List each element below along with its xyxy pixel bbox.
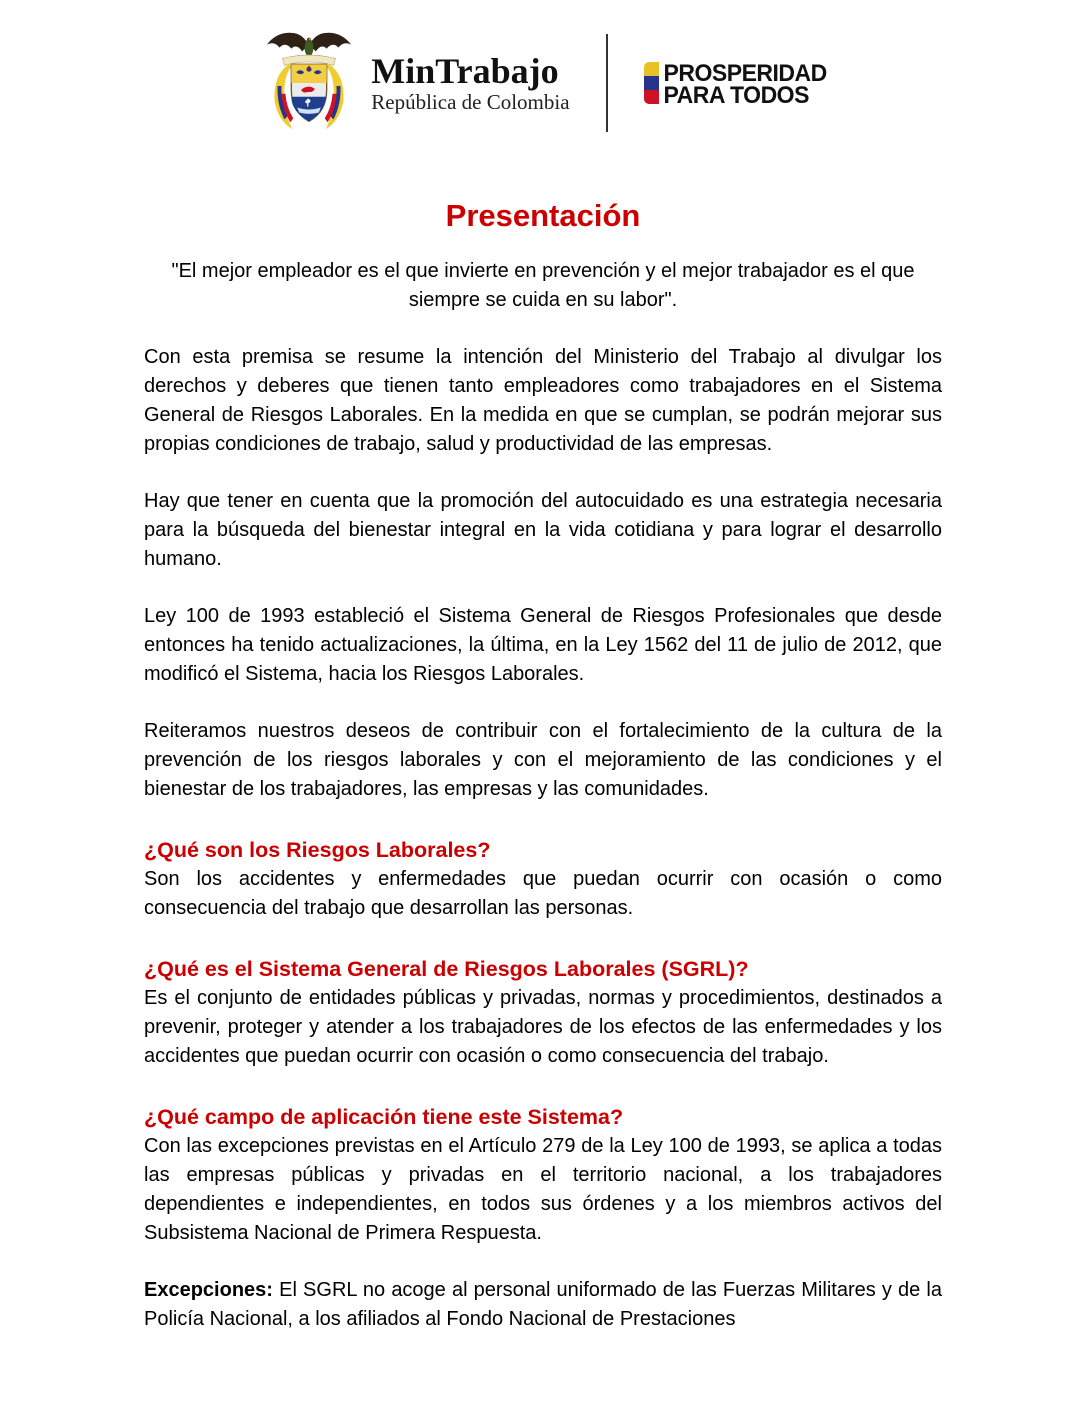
colombia-flag-bar-icon [644,62,659,104]
excepciones-label: Excepciones: [144,1279,273,1301]
paragraph-excepciones [144,1276,942,1334]
flag-blue-stripe [644,76,659,90]
prosperidad-logo [644,58,827,108]
document-content [0,198,1088,1334]
ministry-wordmark [371,52,603,114]
brand-line-1: PROSPERIDAD [663,58,827,86]
section-riesgos-laborales [144,836,942,923]
header-divider [606,34,608,132]
section-sgrl [144,955,942,1071]
paragraph-reiteramos: Reiteramos nuestros deseos de contribuir con el fortalecimiento de la cultura de la prevención de los riesgos laborales y con el mejoramiento de las condiciones y el bienestar de los trabajadores, las empresas y las comunidades. [144,720,942,800]
opening-quote: "El mejor empleador es el que invierte en prevención y el mejor trabajador es el que siempre se cuida en su labor". [171,260,915,311]
brand-line-2: PARA TODOS [663,79,809,108]
section-body: Con las excepciones previstas en el Artículo 279 de la Ley 100 de 1993, se aplica a todas las empresas públicas y privadas en el territorio nacional, a los trabajadores dependientes e independientes, en todos sus órdenes y a los miembros activos del Subsistema Nacional de Primera Respuesta. [144,1135,942,1244]
paragraph-ley100: Ley 100 de 1993 estableció el Sistema General de Riesgos Profesionales que desde entonces ha tenido actualizaciones, la última, en la Ley 1562 del 11 de julio de 2012, que modificó el Sistema, hacia los Riesgos Laborales. [144,605,942,685]
letterhead [0,0,1088,142]
section-heading: ¿Qué campo de aplicación tiene este Sistema? [144,1105,624,1129]
excepciones-text: El SGRL no acoge al personal uniformado de las Fuerzas Militares y de la Policía Nacional, a los afiliados al Fondo Nacional de Prestaciones [144,1279,942,1330]
flag-yellow-stripe [644,62,659,76]
mintrabajo-logo [261,29,603,137]
section-body: Son los accidentes y enfermedades que puedan ocurrir con ocasión o como consecuencia del trabajo que desarrollan las personas. [144,868,942,919]
prosperidad-wordmark [663,58,827,108]
flag-red-stripe [644,90,659,104]
colombia-coat-of-arms-icon [261,29,357,137]
section-heading: ¿Qué es el Sistema General de Riesgos Laborales (SGRL)? [144,957,749,981]
section-campo-aplicacion [144,1103,942,1248]
paragraph-autocuidado: Hay que tener en cuenta que la promoción del autocuidado es una estrategia necesaria para la búsqueda del bienestar integral en la vida cotidiana y para lograr el desarrollo humano. [144,490,942,570]
ministry-name: MinTrabajo [371,51,559,91]
section-body: Es el conjunto de entidades públicas y privadas, normas y procedimientos, destinados a prevenir, proteger y atender a los trabajadores de los efectos de las enfermedades y los accidentes que puedan ocurrir con ocasión o como consecuencia del trabajo. [144,987,942,1067]
section-heading: ¿Qué son los Riesgos Laborales? [144,838,491,862]
ministry-subtitle: República de Colombia [371,90,570,114]
paragraph-intro: Con esta premisa se resume la intención del Ministerio del Trabajo al divulgar los derechos y deberes que tienen tanto empleadores como trabajadores en el Sistema General de Riesgos Laborales. En la medida en que se cumplan, se podrán mejorar sus propias condiciones de trabajo, salud y productividad de las empresas. [144,346,942,455]
page-title: Presentación [445,198,641,233]
